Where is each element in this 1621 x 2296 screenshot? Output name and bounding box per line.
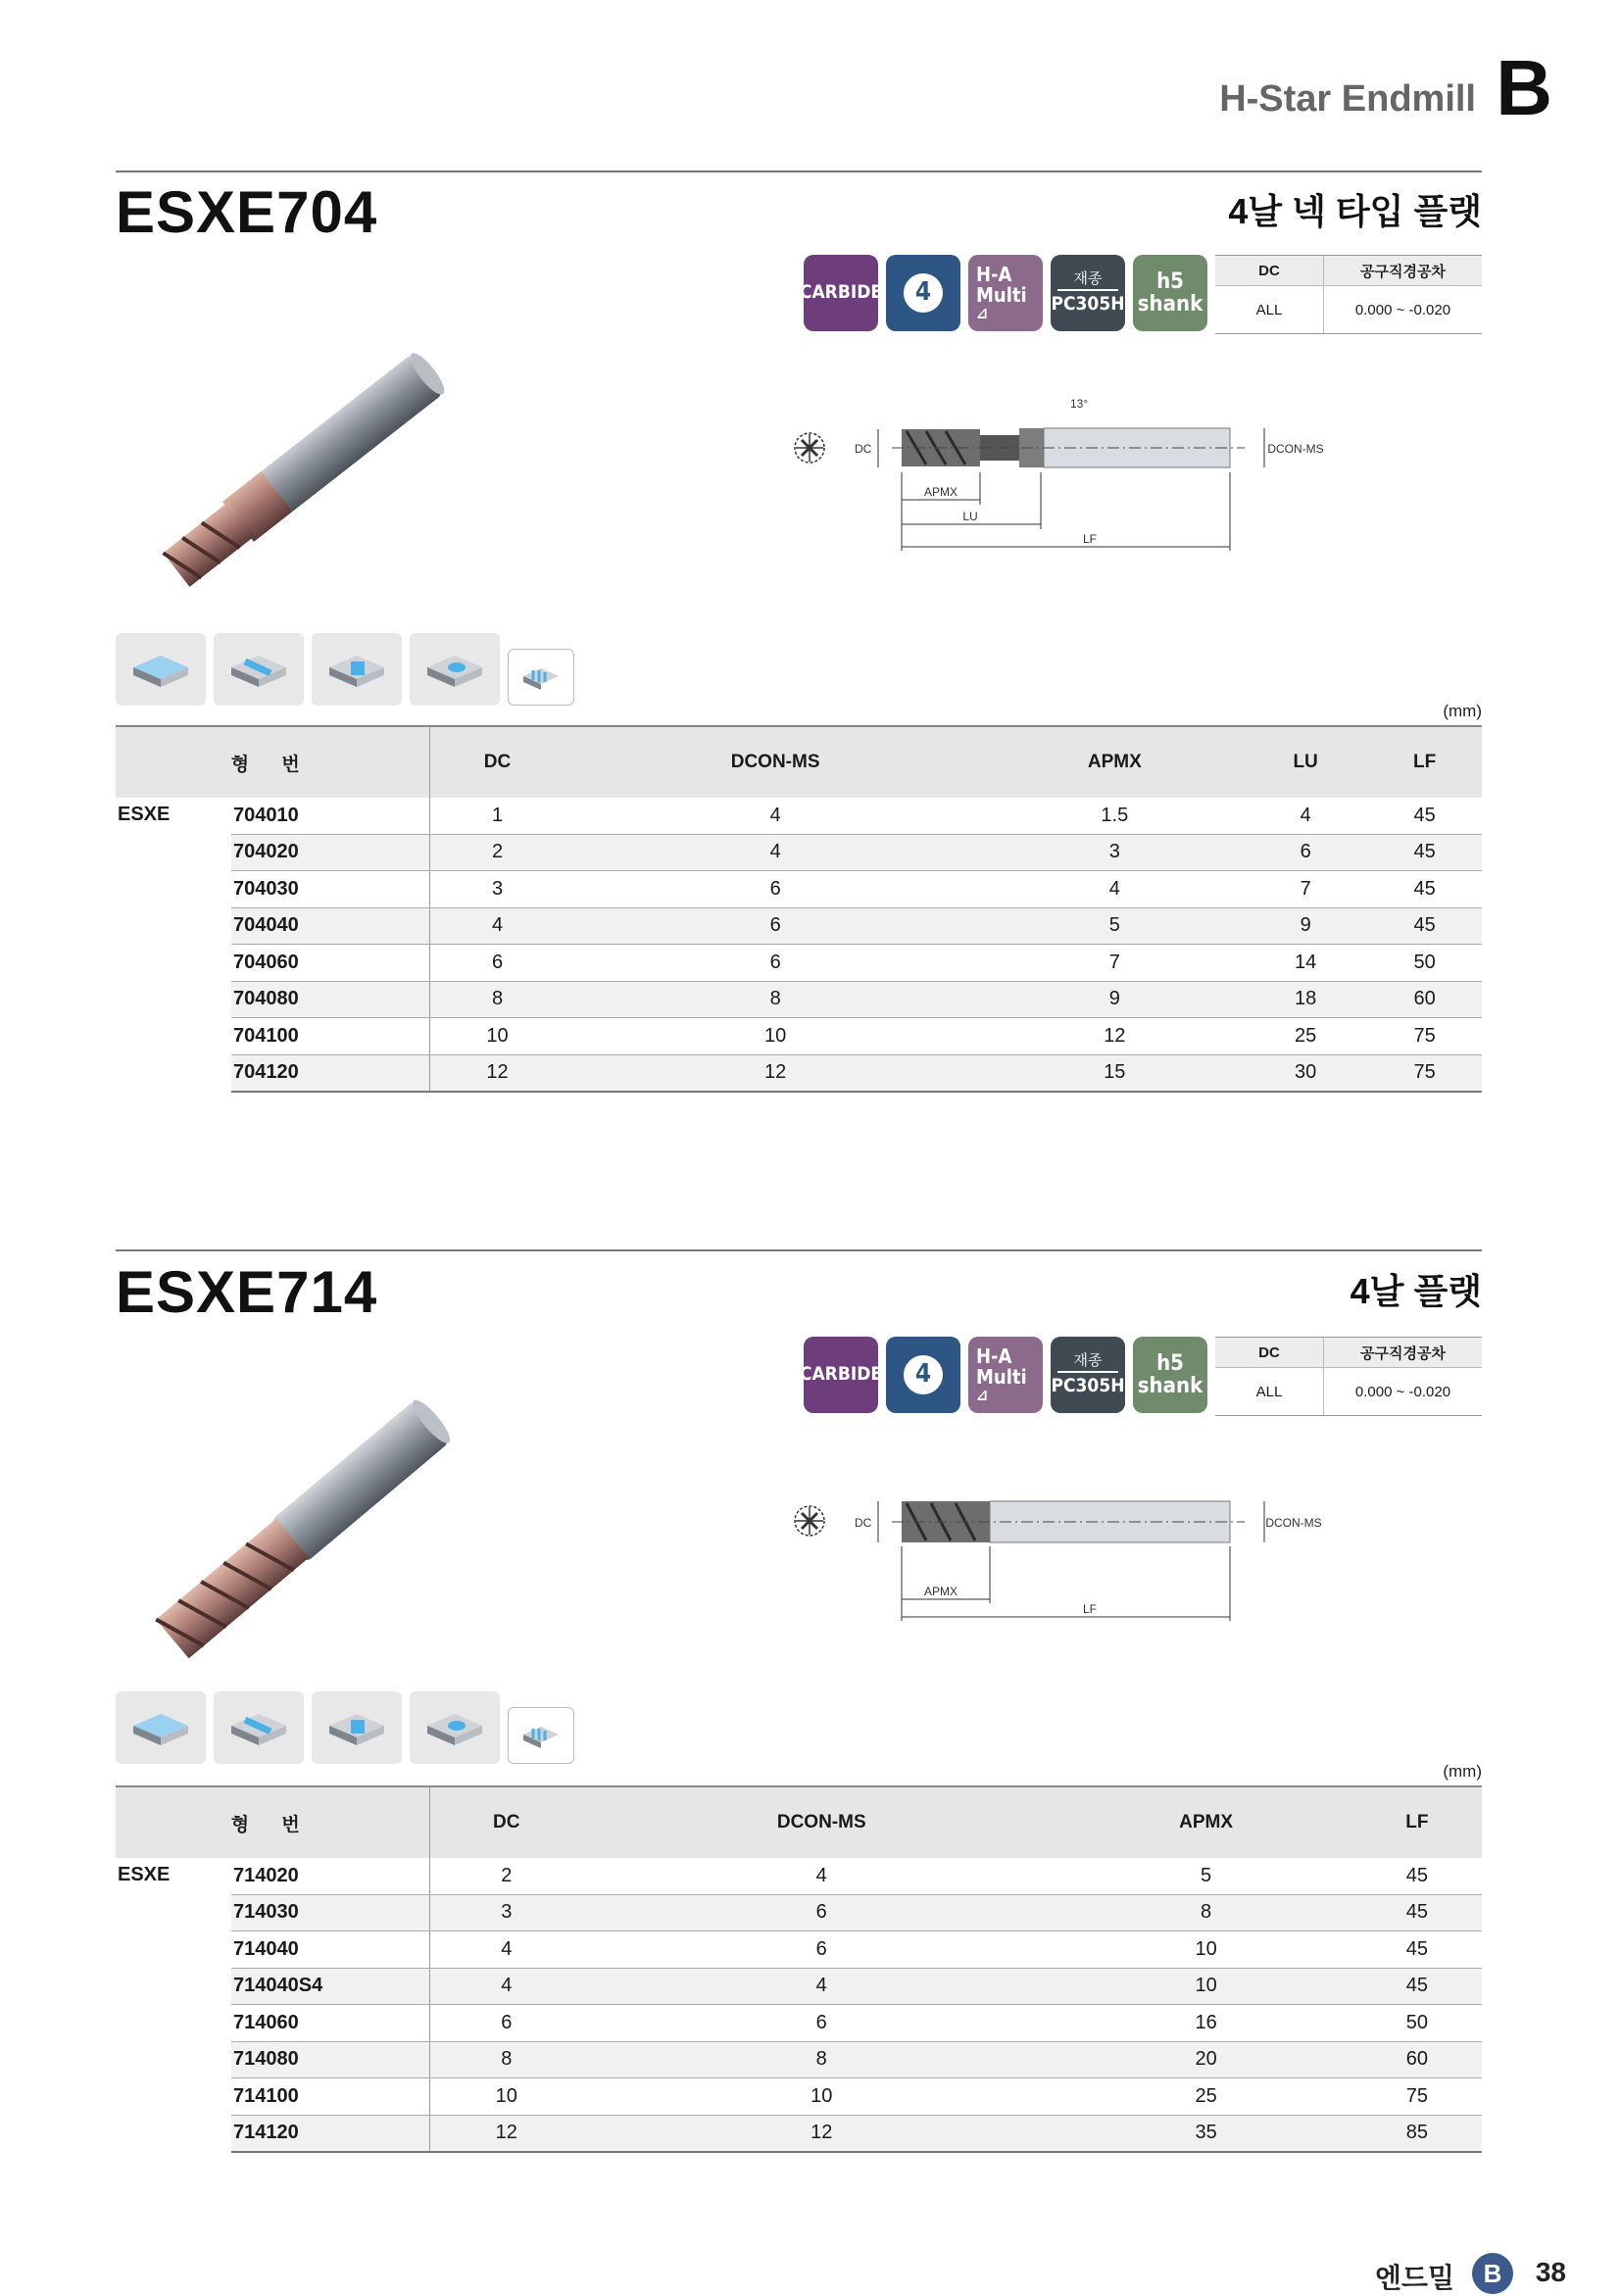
spec-value: 6 [565,871,986,908]
spec-value: 3 [986,834,1244,871]
section-divider [116,171,1482,172]
table-row [116,798,1482,834]
spec-value: 3 [429,1894,583,1931]
unit-label: (mm) [1443,1762,1482,1781]
spec-value: 9 [1244,907,1367,945]
model-code: 704100 [231,1018,429,1055]
helix-angle-badge: H-A Multi ⊿ [968,255,1043,331]
spec-value: 8 [429,2041,583,2078]
model-code: 704080 [231,981,429,1018]
footer-category: 엔드밀 [1374,2263,1454,2293]
col-header-apmx: APMX [986,726,1244,798]
helix-angle-icon: ⊿ [976,1385,989,1404]
model-title: ESXE714 [116,1259,378,1325]
spec-value: 75 [1367,1018,1482,1055]
table-row [116,2005,1482,2042]
spec-value: 10 [565,1018,986,1055]
spec-value: 45 [1352,1894,1482,1931]
spec-value: 12 [986,1018,1244,1055]
ramping-icon [508,1707,574,1764]
dimension-drawing [784,392,1372,559]
helix-angle-icon: ⊿ [976,303,989,322]
spec-value: 60 [1367,981,1482,1018]
spec-value: 7 [986,945,1244,982]
spec-value: 6 [565,907,986,945]
ramping-icon [508,649,574,706]
spec-value: 8 [565,981,986,1018]
slotting-icon [214,633,304,706]
spec-table [116,1785,1482,2153]
svg-text:DC: DC [855,1516,872,1530]
footer-section-badge: B [1472,2253,1513,2294]
model-code: 714020 [231,1858,429,1894]
spec-value: 16 [1059,2005,1351,2042]
svg-text:LF: LF [1082,1602,1098,1616]
svg-text:DC: DC [855,442,872,456]
model-subtitle: 4날 넥 타입 플랫 [1228,191,1482,231]
spec-value: 6 [1244,834,1367,871]
flute-count-icon: 4 [904,273,943,313]
spec-value: 25 [1244,1018,1367,1055]
model-code: 704040 [231,907,429,945]
spec-value: 12 [583,2115,1059,2152]
table-row [116,981,1482,1018]
model-code: 714100 [231,2078,429,2116]
face-milling-icon [116,633,206,706]
spec-value: 8 [583,2041,1059,2078]
spec-value: 20 [1059,2041,1351,2078]
table-row [116,907,1482,945]
page-number: 38 [1535,2257,1566,2287]
spec-value: 30 [1244,1054,1367,1092]
svg-text:13°: 13° [1070,397,1089,411]
table-row [116,871,1482,908]
col-header-model: 형 번 [116,1786,429,1858]
spec-value: 10 [429,1018,565,1055]
spec-value: 25 [1059,2078,1351,2116]
spec-value: 75 [1352,2078,1482,2116]
model-code: 704120 [231,1054,429,1092]
spec-value: 12 [429,1054,565,1092]
spec-value: 4 [583,1858,1059,1894]
spec-value: 45 [1352,1858,1482,1894]
spec-value: 60 [1352,2041,1482,2078]
table-row [116,1054,1482,1092]
pocket-milling-icon [312,633,402,706]
spec-value: 18 [1244,981,1367,1018]
spec-value: 4 [429,907,565,945]
coating-badge: 재종 PC305H [1051,255,1125,331]
endmill-image [108,323,500,617]
tolerance-table: DC 공구직경공차 ALL 0.000 ~ -0.020 [1215,255,1482,334]
table-row [116,834,1482,871]
col-header-dcon: DCON-MS [583,1786,1059,1858]
series-title: H-Star Endmill [1219,78,1476,120]
col-header-lf: LF [1367,726,1482,798]
model-code: 714080 [231,2041,429,2078]
spec-value: 5 [1059,1858,1351,1894]
col-header-dc: DC [429,1786,583,1858]
spec-value: 8 [429,981,565,1018]
shank-badge: h5 shank [1133,1337,1207,1413]
application-icons [116,1691,574,1764]
section-divider [116,1249,1482,1251]
spec-value: 6 [583,2005,1059,2042]
spec-value: 1.5 [986,798,1244,834]
svg-text:APMX: APMX [923,1585,958,1598]
spec-value: 45 [1367,871,1482,908]
table-row [116,2115,1482,2152]
spec-value: 6 [429,945,565,982]
spec-value: 2 [429,834,565,871]
model-code: 704020 [231,834,429,871]
svg-text:LU: LU [962,510,978,523]
spec-value: 10 [429,2078,583,2116]
spec-value: 6 [583,1931,1059,1969]
spec-value: 1 [429,798,565,834]
svg-text:DCON-MS: DCON-MS [1267,442,1324,456]
table-row [116,1968,1482,2005]
svg-text:DCON-MS: DCON-MS [1265,1516,1322,1530]
flute-count-icon: 4 [904,1355,943,1394]
spec-value: 50 [1367,945,1482,982]
table-row [116,945,1482,982]
feature-badges [799,255,1207,331]
spec-value: 15 [986,1054,1244,1092]
model-prefix: ESXE [118,804,171,825]
spec-value: 45 [1367,834,1482,871]
model-code: 714030 [231,1894,429,1931]
circular-pocket-icon [410,633,500,706]
four-flute-badge [886,1337,960,1413]
spec-value: 4 [1244,798,1367,834]
carbide-badge: CARBIDE [804,255,878,331]
spec-value: 4 [565,834,986,871]
table-row [116,1018,1482,1055]
carbide-badge: CARBIDE [804,1337,878,1413]
helix-angle-badge: H-A Multi ⊿ [968,1337,1043,1413]
svg-text:APMX: APMX [923,485,958,499]
spec-value: 6 [565,945,986,982]
model-code: 714120 [231,2115,429,2152]
spec-value: 4 [429,1968,583,2005]
model-code: 714060 [231,2005,429,2042]
spec-value: 6 [583,1894,1059,1931]
table-row [116,1894,1482,1931]
section-letter: B [1496,44,1552,131]
spec-value: 45 [1367,907,1482,945]
spec-value: 10 [1059,1931,1351,1969]
model-code: 704060 [231,945,429,982]
col-header-dcon: DCON-MS [565,726,986,798]
table-row [116,1858,1482,1894]
unit-label: (mm) [1443,702,1482,720]
spec-value: 35 [1059,2115,1351,2152]
spec-value: 9 [986,981,1244,1018]
model-code: 714040S4 [231,1968,429,2005]
tolerance-table: DC 공구직경공차 ALL 0.000 ~ -0.020 [1215,1337,1482,1416]
spec-value: 4 [986,871,1244,908]
spec-value: 12 [429,2115,583,2152]
circular-pocket-icon [410,1691,500,1764]
model-title: ESXE704 [116,179,378,245]
model-code: 704010 [231,798,429,834]
spec-value: 10 [583,2078,1059,2116]
spec-value: 2 [429,1858,583,1894]
spec-value: 14 [1244,945,1367,982]
col-header-lf: LF [1352,1786,1482,1858]
spec-value: 5 [986,907,1244,945]
model-code: 714040 [231,1931,429,1969]
spec-value: 75 [1367,1054,1482,1092]
spec-value: 12 [565,1054,986,1092]
svg-text:LF: LF [1082,532,1098,546]
shank-badge: h5 shank [1133,255,1207,331]
table-row [116,1931,1482,1969]
table-row [116,2041,1482,2078]
spec-value: 6 [429,2005,583,2042]
spec-value: 45 [1352,1931,1482,1969]
four-flute-badge [886,255,960,331]
spec-value: 7 [1244,871,1367,908]
spec-value: 8 [1059,1894,1351,1931]
spec-table [116,725,1482,1093]
application-icons [116,633,574,706]
spec-value: 85 [1352,2115,1482,2152]
spec-value: 50 [1352,2005,1482,2042]
pocket-milling-icon [312,1691,402,1764]
dimension-drawing [784,1490,1372,1627]
model-subtitle: 4날 플랫 [1350,1271,1482,1311]
spec-value: 45 [1367,798,1482,834]
col-header-dc: DC [429,726,565,798]
spec-value: 4 [583,1968,1059,2005]
table-row [116,2078,1482,2116]
spec-value: 4 [429,1931,583,1969]
endmill-image [108,1372,500,1676]
col-header-lu: LU [1244,726,1367,798]
col-header-apmx: APMX [1059,1786,1351,1858]
spec-value: 45 [1352,1968,1482,2005]
spec-value: 3 [429,871,565,908]
feature-badges [799,1337,1207,1413]
face-milling-icon [116,1691,206,1764]
slotting-icon [214,1691,304,1764]
spec-value: 4 [565,798,986,834]
model-code: 704030 [231,871,429,908]
model-prefix: ESXE [118,1864,171,1885]
coating-badge: 재종 PC305H [1051,1337,1125,1413]
spec-value: 10 [1059,1968,1351,2005]
col-header-model: 형 번 [116,726,429,798]
